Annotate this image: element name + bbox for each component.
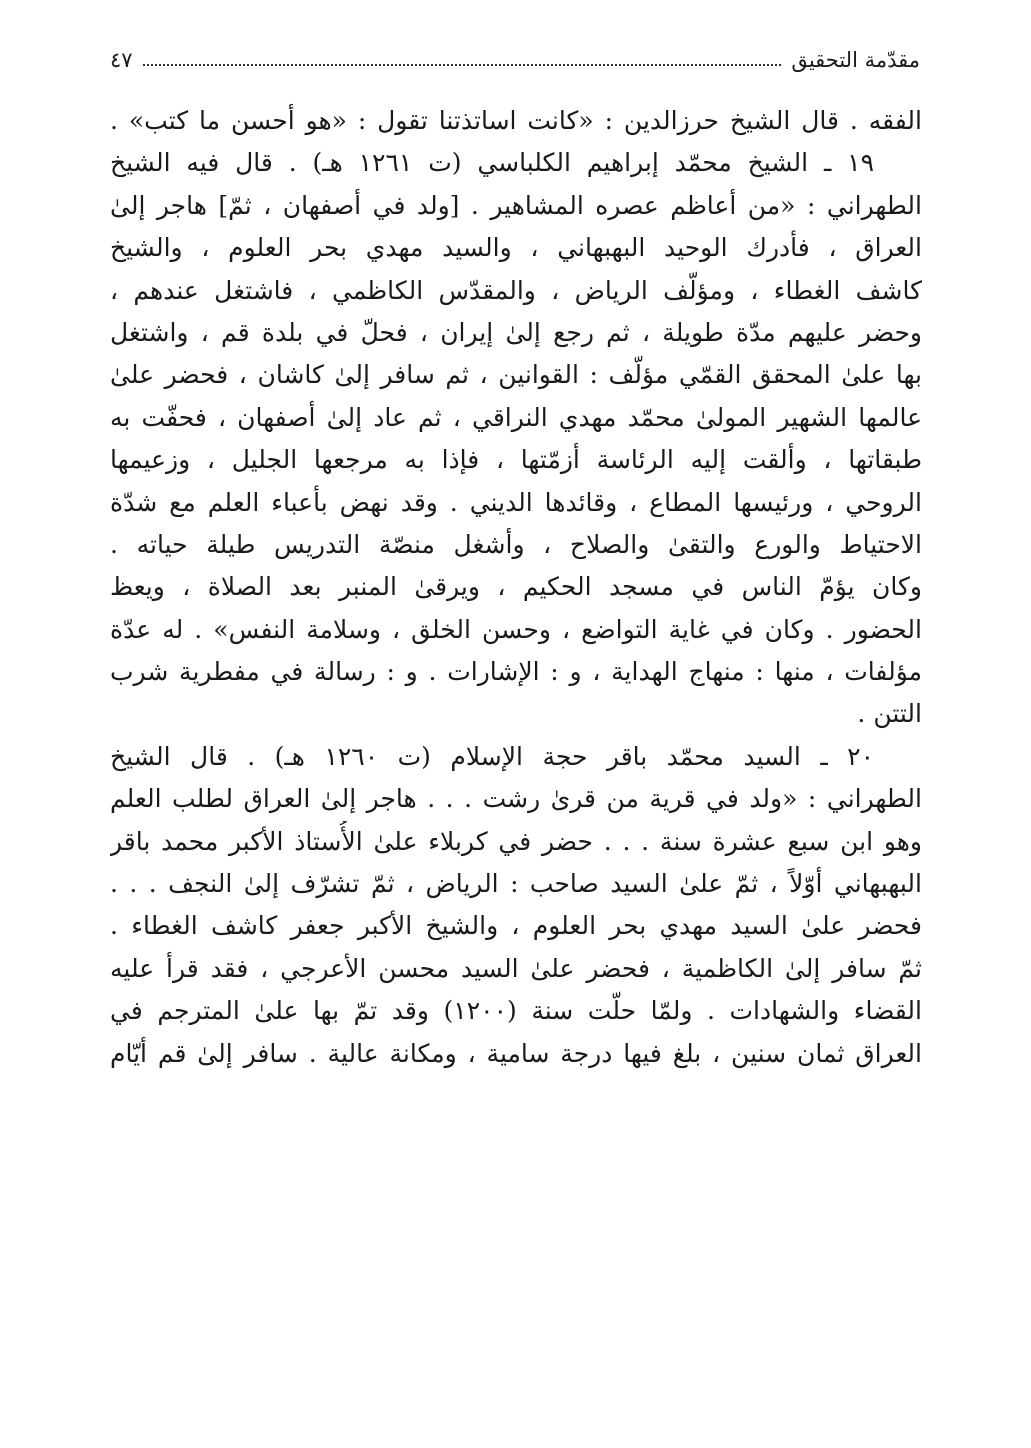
text-line: ١٩ ـ الشيخ محمّد إبراهيم الكلباسي (ت ١٢٦١ هـ) . قال فيه الشيخ [110,148,874,178]
header-title: مقدّمة التحقيق [791,48,920,72]
text-line: الروحي ، ورئيسها المطاع ، وقائدها الديني . وقد نهض بأعباء العلم مع شدّة [110,487,922,517]
text-line: العراق ثمان سنين ، بلغ فيها درجة سامية ، ومكانة عالية . سافر إلىٰ قم أيّام [110,1038,922,1068]
text-line: الطهراني : «من أعاظم عصره المشاهير . [ولد في أصفهان ، ثمّ] هاجر إلىٰ [110,190,922,220]
text-line: طبقاتها ، وألقت إليه الرئاسة أزمّتها ، فإذا به مرجعها الجليل ، وزعيمها [110,445,922,475]
text-line: الحضور . وكان في غاية التواضع ، وحسن الخلق ، وسلامة النفس» . له عدّة [110,614,922,644]
text-line: فحضر علىٰ السيد مهدي بحر العلوم ، والشيخ الأكبر جعفر كاشف الغطاء . [110,911,922,941]
text-line: التتن . [857,699,922,729]
text-line: القضاء والشهادات . ولمّا حلّت سنة (١٢٠٠) وقد تمّ بها علىٰ المترجم في [110,996,922,1026]
text-line: ثمّ سافر إلىٰ الكاظمية ، فحضر علىٰ السيد محسن الأعرجي ، فقد قرأ عليه [110,953,922,983]
running-header [110,40,920,80]
text-line: وكان يؤمّ الناس في مسجد الحكيم ، ويرقىٰ المنبر بعد الصلاة ، ويعظ [110,572,922,602]
text-line: بها علىٰ المحقق القمّي مؤلّف : القوانين ، ثم سافر إلىٰ كاشان ، فحضر علىٰ [110,360,922,390]
text-line: مؤلفات ، منها : منهاج الهداية ، و : الإشارات . و : رسالة في مفطرية شرب [110,657,922,687]
text-line: الطهراني : «ولد في قرية من قرىٰ رشت . . . هاجر إلىٰ العراق لطلب العلم [110,784,922,814]
text-line: كاشف الغطاء ، ومؤلّف الرياض ، والمقدّس الكاظمي ، فاشتغل عندهم ، [110,275,922,305]
text-line: البهبهاني أوّلاً ، ثمّ علىٰ السيد صاحب : الرياض ، ثمّ تشرّف إلىٰ النجف . . . [110,869,922,899]
text-line: الاحتياط والورع والتقىٰ والصلاح ، وأشغل منصّة التدريس طيلة حياته . [110,529,922,559]
text-line: وحضر عليهم مدّة طويلة ، ثم رجع إلىٰ إيران ، فحلّ في بلدة قم ، واشتغل [110,317,922,347]
header-dot-leader [143,64,782,66]
body-text [110,100,922,1075]
page-number: ٤٧ [110,48,133,72]
text-line: ٢٠ ـ السيد محمّد باقر حجة الإسلام (ت ١٢٦٠ هـ) . قال الشيخ [110,741,875,771]
text-line: عالمها الشهير المولىٰ محمّد مهدي النراقي ، ثم عاد إلىٰ أصفهان ، فحفّت به [110,402,922,432]
text-line: وهو ابن سبع عشرة سنة . . . حضر في كربلاء علىٰ الأُستاذ الأكبر محمد باقر [110,826,922,856]
text-line: الفقه . قال الشيخ حرزالدين : «كانت اساتذتنا تقول : «هو أحسن ما كتب» . [110,106,922,135]
text-line: العراق ، فأدرك الوحيد البهبهاني ، والسيد مهدي بحر العلوم ، والشيخ [110,233,922,263]
